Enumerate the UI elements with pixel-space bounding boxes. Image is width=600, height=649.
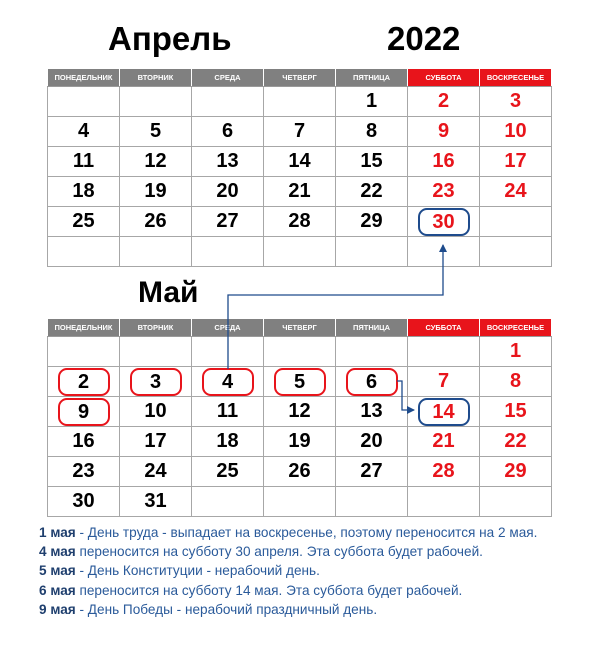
day-cell xyxy=(336,337,408,367)
week-row xyxy=(48,337,552,367)
day-cell: 5 xyxy=(120,117,192,147)
day-cell xyxy=(48,237,120,267)
day-cell: 17 xyxy=(480,147,552,177)
day-cell: 24 xyxy=(120,457,192,487)
day-cell: 21 xyxy=(264,177,336,207)
weekday-header-fri: ПЯТНИЦА xyxy=(336,319,408,337)
weekday-header-tue: ВТОРНИК xyxy=(120,319,192,337)
weekday-header-wed: СРЕДА xyxy=(192,319,264,337)
year-title: 2022 xyxy=(387,20,461,57)
day-cell: 6 xyxy=(192,117,264,147)
week-row xyxy=(48,487,552,517)
day-cell-workday-saturday xyxy=(408,207,480,237)
holiday-oval: 5 xyxy=(274,368,326,396)
holiday-oval: 3 xyxy=(130,368,182,396)
holiday-notes xyxy=(39,523,569,619)
day-cell: 21 xyxy=(408,427,480,457)
day-cell: 19 xyxy=(264,427,336,457)
weekday-header-sun: ВОСКРЕСЕНЬЕ xyxy=(480,69,552,87)
day-cell: 15 xyxy=(480,397,552,427)
holiday-oval: 4 xyxy=(202,368,254,396)
day-cell xyxy=(480,237,552,267)
day-cell: 12 xyxy=(264,397,336,427)
day-cell-holiday xyxy=(120,367,192,397)
day-cell: 22 xyxy=(336,177,408,207)
day-cell xyxy=(408,487,480,517)
day-cell: 12 xyxy=(120,147,192,177)
day-cell: 18 xyxy=(48,177,120,207)
day-cell: 10 xyxy=(480,117,552,147)
day-cell xyxy=(480,207,552,237)
day-cell: 14 xyxy=(264,147,336,177)
day-cell: 28 xyxy=(408,457,480,487)
note-line: 4 мая переносится на субботу 30 апреля. Эта суббота будет рабочей. xyxy=(39,544,483,560)
day-cell xyxy=(336,487,408,517)
day-cell: 20 xyxy=(192,177,264,207)
day-cell-holiday xyxy=(264,367,336,397)
day-cell xyxy=(264,487,336,517)
day-cell xyxy=(264,87,336,117)
day-cell: 8 xyxy=(480,367,552,397)
holiday-oval: 6 xyxy=(346,368,398,396)
day-cell: 15 xyxy=(336,147,408,177)
day-cell: 29 xyxy=(480,457,552,487)
day-cell: 18 xyxy=(192,427,264,457)
day-cell: 29 xyxy=(336,207,408,237)
day-cell-holiday xyxy=(192,367,264,397)
day-cell xyxy=(120,237,192,267)
weekday-header-thu: ЧЕТВЕРГ xyxy=(264,69,336,87)
day-cell: 20 xyxy=(336,427,408,457)
day-cell: 17 xyxy=(120,427,192,457)
day-cell: 30 xyxy=(48,487,120,517)
day-cell: 13 xyxy=(192,147,264,177)
week-row xyxy=(48,147,552,177)
day-cell xyxy=(192,337,264,367)
may-calendar xyxy=(47,318,552,517)
day-cell-workday-saturday xyxy=(408,397,480,427)
day-cell: 7 xyxy=(408,367,480,397)
week-row xyxy=(48,117,552,147)
holiday-oval: 2 xyxy=(58,368,110,396)
day-cell xyxy=(120,87,192,117)
day-cell-holiday xyxy=(336,367,408,397)
day-cell: 26 xyxy=(120,207,192,237)
day-cell-holiday xyxy=(48,397,120,427)
workday-oval: 14 xyxy=(418,398,470,426)
day-cell xyxy=(408,337,480,367)
note-line: 1 мая - День труда - выпадает на воскресенье, поэтому переносится на 2 мая. xyxy=(39,525,538,540)
day-cell xyxy=(480,487,552,517)
day-cell: 23 xyxy=(408,177,480,207)
day-cell: 31 xyxy=(120,487,192,517)
day-cell-holiday xyxy=(48,367,120,397)
day-cell: 23 xyxy=(48,457,120,487)
day-cell: 7 xyxy=(264,117,336,147)
day-cell: 9 xyxy=(408,117,480,147)
week-row xyxy=(48,457,552,487)
weekday-header-wed: СРЕДА xyxy=(192,69,264,87)
week-row xyxy=(48,207,552,237)
day-cell xyxy=(48,87,120,117)
day-cell: 28 xyxy=(264,207,336,237)
day-cell xyxy=(48,337,120,367)
week-row xyxy=(48,367,552,397)
day-cell xyxy=(192,487,264,517)
may-title: Май xyxy=(138,276,199,309)
holiday-oval: 9 xyxy=(58,398,110,426)
day-cell: 1 xyxy=(480,337,552,367)
day-cell: 3 xyxy=(480,87,552,117)
day-cell: 11 xyxy=(48,147,120,177)
day-cell: 16 xyxy=(408,147,480,177)
week-row xyxy=(48,87,552,117)
weekday-header-thu: ЧЕТВЕРГ xyxy=(264,319,336,337)
weekday-header-tue: ВТОРНИК xyxy=(120,69,192,87)
day-cell: 1 xyxy=(336,87,408,117)
day-cell: 8 xyxy=(336,117,408,147)
note-line: 9 мая - День Победы - нерабочий праздничный день. xyxy=(39,601,378,617)
note-line: 5 мая - День Конституции - нерабочий день. xyxy=(39,563,320,579)
april-calendar xyxy=(47,68,552,267)
weekday-header-mon: ПОНЕДЕЛЬНИК xyxy=(48,319,120,337)
day-cell: 26 xyxy=(264,457,336,487)
day-cell: 16 xyxy=(48,427,120,457)
weekday-header-sat: СУББОТА xyxy=(408,319,480,337)
week-row xyxy=(48,177,552,207)
note-line: 6 мая переносится на субботу 14 мая. Эта суббота будет рабочей. xyxy=(39,582,463,598)
workday-oval: 30 xyxy=(418,208,470,236)
day-cell: 19 xyxy=(120,177,192,207)
day-cell: 13 xyxy=(336,397,408,427)
weekday-header-mon: ПОНЕДЕЛЬНИК xyxy=(48,69,120,87)
week-row xyxy=(48,397,552,427)
day-cell: 24 xyxy=(480,177,552,207)
day-cell: 2 xyxy=(408,87,480,117)
day-cell xyxy=(264,337,336,367)
week-row xyxy=(48,427,552,457)
day-cell xyxy=(192,237,264,267)
weekday-header-fri: ПЯТНИЦА xyxy=(336,69,408,87)
day-cell: 27 xyxy=(192,207,264,237)
day-cell xyxy=(408,237,480,267)
weekday-header-sun: ВОСКРЕСЕНЬЕ xyxy=(480,319,552,337)
day-cell: 22 xyxy=(480,427,552,457)
day-cell: 4 xyxy=(48,117,120,147)
april-title: Апрель xyxy=(108,20,232,57)
weekday-header-sat: СУББОТА xyxy=(408,69,480,87)
week-row xyxy=(48,237,552,267)
day-cell: 25 xyxy=(48,207,120,237)
day-cell: 10 xyxy=(120,397,192,427)
day-cell: 27 xyxy=(336,457,408,487)
day-cell: 11 xyxy=(192,397,264,427)
day-cell: 25 xyxy=(192,457,264,487)
day-cell xyxy=(264,237,336,267)
day-cell xyxy=(120,337,192,367)
day-cell xyxy=(336,237,408,267)
day-cell xyxy=(192,87,264,117)
